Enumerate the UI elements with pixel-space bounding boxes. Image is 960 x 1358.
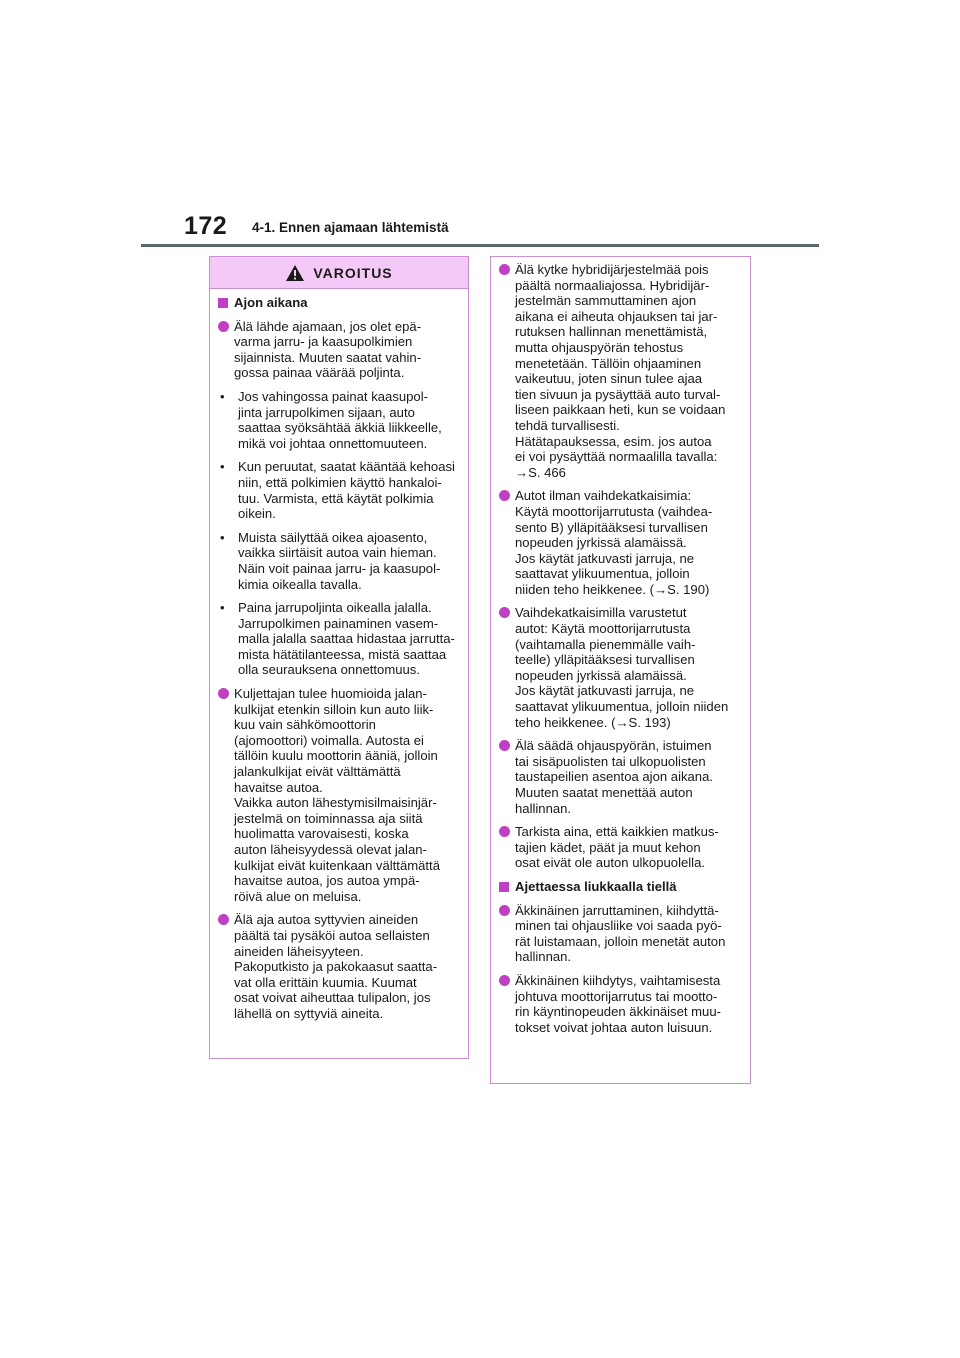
circle-bullet-icon xyxy=(499,905,510,916)
small-bullet-icon: • xyxy=(220,388,225,404)
circle-bullet-icon xyxy=(218,321,229,332)
list-item xyxy=(499,973,742,1035)
item-text: Älä lähde ajamaan, jos olet epä- varma jarru- ja kaasupolkimien sijainnista. Muuten saatat vahin- gossa painaa väärää poljinta. xyxy=(234,318,422,381)
sub-list-item xyxy=(218,389,460,451)
warning-box-left xyxy=(209,256,469,1059)
item-text: Autot ilman vaihdekatkaisimia: Käytä moottorijarrutusta (vaihdea- sento B) ylläpitääksesi turvallisen nopeuden jyrkissä alamäissä. Jos käytät jatkuvasti jarruja, ne saattavat ylikuumentua, jolloin niiden teho heikkenee. (→S. 190) xyxy=(515,488,713,597)
list-item xyxy=(499,605,742,730)
circle-bullet-icon xyxy=(499,740,510,751)
small-bullet-icon: • xyxy=(220,600,225,616)
circle-bullet-icon xyxy=(499,975,510,986)
item-text: Tarkista aina, että kaikkien matkus- tajien kädet, päät ja muut kehon osat eivät ole auton ulkopuolella. xyxy=(515,824,719,871)
list-item xyxy=(218,686,460,904)
sub-list-item xyxy=(218,459,460,521)
sub-list-item xyxy=(218,600,460,678)
small-bullet-icon: • xyxy=(220,529,225,545)
circle-bullet-icon xyxy=(499,607,510,618)
right-content xyxy=(491,257,750,1035)
heading-row xyxy=(499,879,742,895)
list-item xyxy=(499,738,742,816)
header-rule xyxy=(141,244,819,247)
list-item xyxy=(499,262,742,480)
list-item xyxy=(218,912,460,1021)
item-text: Muista säilyttää oikea ajoasento, vaikka siirtäisit autoa vain hieman. Näin voit painaa jarru- ja kaasupol- kimia oikealla tavalla. xyxy=(238,529,441,592)
sub-list-item xyxy=(218,530,460,592)
warning-box-right xyxy=(490,256,751,1084)
item-text: Jos vahingossa painat kaasupol- jinta jarrupolkimen sijaan, auto saattaa syöksähtää äkkiä liikkeelle, mikä voi johtaa onnettomuuteen. xyxy=(238,388,442,451)
circle-bullet-icon xyxy=(499,826,510,837)
item-text: Äkkinäinen jarruttaminen, kiihdyttä- minen tai ohjausliike voi saada pyö- rät luistamaan, jolloin menetät auton hallinnan. xyxy=(515,902,726,965)
warning-label: VAROITUS xyxy=(313,264,393,281)
item-text: Äkkinäinen kiihdytys, vaihtamisesta johtuva moottorijarrutus tai mootto- rin käyntinopeuden äkkinäiset muu- tokset voivat johtaa auton luisuun. xyxy=(515,972,721,1035)
circle-bullet-icon xyxy=(499,264,510,275)
circle-bullet-icon xyxy=(499,490,510,501)
square-bullet-icon xyxy=(499,882,509,892)
page-number: 172 xyxy=(184,212,228,240)
left-content xyxy=(210,289,468,1022)
warning-triangle-icon xyxy=(285,264,305,282)
list-item xyxy=(499,488,742,597)
warning-header xyxy=(210,257,468,289)
section-heading: Ajettaessa liukkaalla tiellä xyxy=(515,878,677,894)
square-bullet-icon xyxy=(218,298,228,308)
circle-bullet-icon xyxy=(218,914,229,925)
item-text: Vaihdekatkaisimilla varustetut autot: Käytä moottorijarrutusta (vaihtamalla pienemmälle vaih- teelle) ylläpitääksesi turvallisen nopeuden jyrkissä alamäissä. Jos käytät jatkuvasti jarruja, ne saattavat ylikuumentua, jolloin niiden teho heikkenee. (→S. 193) xyxy=(515,605,729,730)
item-text: Älä säädä ohjauspyörän, istuimen tai sisäpuolisten tai ulkopuolisten taustapeilien asentoa ajon aikana. Muuten saatat menettää auton hallinnan. xyxy=(515,738,714,816)
item-text: Paina jarrupoljinta oikealla jalalla. Jarrupolkimen painaminen vasem- malla jalalla saattaa hidastaa jarrutta- mista hätätilanteessa, mistä saattaa olla seurauksena onnettomuus. xyxy=(238,600,455,678)
list-item xyxy=(499,824,742,871)
item-text: Kuljettajan tulee huomioida jalan- kulkijat etenkin silloin kun auto liik- kuu vain sähkömoottorin (ajomoottori) voimalla. Autosta ei tällöin kuulu moottorin ääniä, jolloin jalankulkijat eivät välttämättä havaitse autoa. Vaikka auton lähestymisilmaisinjär- jestelmä on toiminnassa aja siitä huolimatta varovaisesti, koska auton läheisyydessä olevat jalan- kulkijat eivät kuitenkaan välttämättä havaitse autoa, jos autoa ympä- röivä alue on meluisa. xyxy=(234,686,440,904)
small-bullet-icon: • xyxy=(220,459,225,475)
section-title: 4-1. Ennen ajamaan lähtemistä xyxy=(252,220,449,235)
circle-bullet-icon xyxy=(218,688,229,699)
item-text: Älä aja autoa syttyvien aineiden päältä tai pysäköi autoa sellaisten aineiden läheisyyteen. Pakoputkisto ja pakokaasut saatta- vat olla erittäin kuumia. Kuumat osat voivat aiheuttaa tulipalon, jos lähellä on syttyviä aineita. xyxy=(234,912,438,1021)
item-text: Kun peruutat, saatat kääntää kehoasi niin, että polkimien käyttö hankaloi- tuu. Varmista, että käytät polkimia oikein. xyxy=(238,459,455,522)
list-item xyxy=(499,903,742,965)
section-heading: Ajon aikana xyxy=(234,295,308,310)
item-text: Älä kytke hybridijärjestelmää pois päältä normaaliajossa. Hybridijär- jestelmän sammuttaminen ajon aikana ei aiheuta ohjauksen tai jar- rutuksen hallinnan menettämistä, mutta ohjauspyörän tehostus menetetään. Tällöin ohjaaminen vaikeutuu, joten sinun tulee ajaa tien sivuun ja pysäyttää auto turval- liseen paikkaan heti, kun se voidaan tehdä turvallisesti. Hätätapauksessa, esim. jos autoa ei voi pysäyttää normaalilla tavalla: →S. 466 xyxy=(515,262,726,480)
heading-row xyxy=(218,295,460,311)
list-item xyxy=(218,319,460,381)
